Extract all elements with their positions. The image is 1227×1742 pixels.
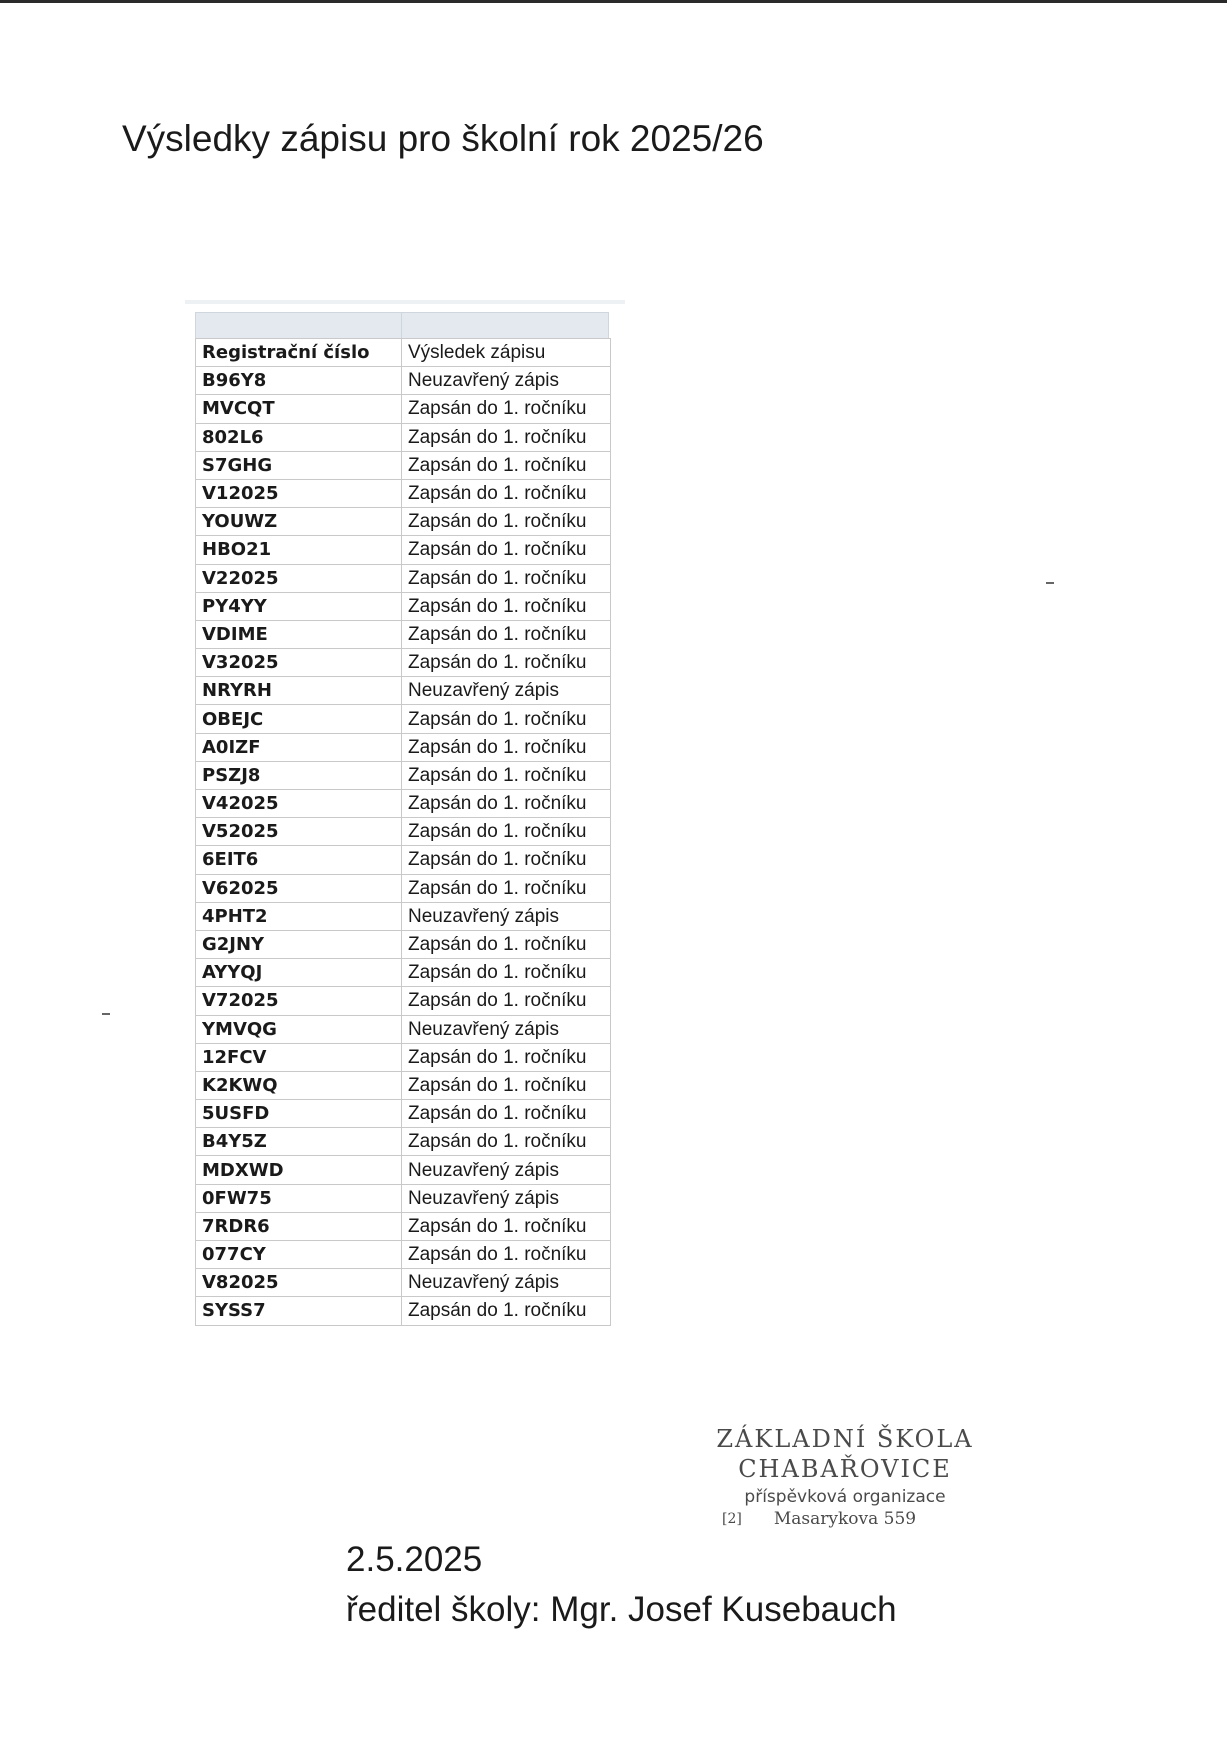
result-cell: Zapsán do 1. ročníku bbox=[402, 479, 611, 507]
result-cell: Zapsán do 1. ročníku bbox=[402, 592, 611, 620]
table-row bbox=[196, 508, 611, 536]
table-top-shade bbox=[185, 300, 625, 304]
registration-number-cell: VDIME bbox=[196, 620, 402, 648]
table-row bbox=[196, 902, 611, 930]
result-cell: Zapsán do 1. ročníku bbox=[402, 649, 611, 677]
table-row bbox=[196, 790, 611, 818]
director-signature-line: ředitel školy: Mgr. Josef Kusebauch bbox=[346, 1590, 897, 1629]
stamp-address-line bbox=[700, 1509, 990, 1529]
registration-number-cell: YOUWZ bbox=[196, 508, 402, 536]
result-cell: Zapsán do 1. ročníku bbox=[402, 620, 611, 648]
result-cell: Zapsán do 1. ročníku bbox=[402, 1212, 611, 1240]
table-row bbox=[196, 1212, 611, 1240]
column-header-registration: Registrační číslo bbox=[196, 339, 402, 367]
result-cell: Zapsán do 1. ročníku bbox=[402, 705, 611, 733]
registration-number-cell: B96Y8 bbox=[196, 367, 402, 395]
result-cell: Neuzavřený zápis bbox=[402, 1156, 611, 1184]
table-row bbox=[196, 761, 611, 789]
registration-number-cell: V22025 bbox=[196, 564, 402, 592]
results-table-container bbox=[195, 312, 609, 1326]
registration-number-cell: 6EIT6 bbox=[196, 846, 402, 874]
table-row bbox=[196, 1241, 611, 1269]
result-cell: Zapsán do 1. ročníku bbox=[402, 818, 611, 846]
table-row bbox=[196, 677, 611, 705]
table-row bbox=[196, 1156, 611, 1184]
table-row bbox=[196, 423, 611, 451]
result-cell: Neuzavřený zápis bbox=[402, 677, 611, 705]
table-row bbox=[196, 620, 611, 648]
scan-speck bbox=[1046, 582, 1054, 584]
table-row bbox=[196, 930, 611, 958]
registration-number-cell: 077CY bbox=[196, 1241, 402, 1269]
registration-number-cell: NRYRH bbox=[196, 677, 402, 705]
result-cell: Zapsán do 1. ročníku bbox=[402, 508, 611, 536]
registration-number-cell: V42025 bbox=[196, 790, 402, 818]
result-cell: Zapsán do 1. ročníku bbox=[402, 451, 611, 479]
registration-number-cell: 4PHT2 bbox=[196, 902, 402, 930]
table-row bbox=[196, 451, 611, 479]
table-row bbox=[196, 705, 611, 733]
table-body bbox=[196, 367, 611, 1325]
table-header-row bbox=[196, 339, 611, 367]
result-cell: Zapsán do 1. ročníku bbox=[402, 564, 611, 592]
result-cell: Zapsán do 1. ročníku bbox=[402, 846, 611, 874]
result-cell: Zapsán do 1. ročníku bbox=[402, 987, 611, 1015]
table-row bbox=[196, 846, 611, 874]
table-row bbox=[196, 959, 611, 987]
registration-number-cell: A0IZF bbox=[196, 733, 402, 761]
scan-speck bbox=[102, 1013, 110, 1015]
stamp-organization-type: příspěvková organizace bbox=[744, 1487, 946, 1507]
stamp-address: Masarykova 559 bbox=[773, 1509, 917, 1529]
registration-number-cell: V72025 bbox=[196, 987, 402, 1015]
result-cell: Zapsán do 1. ročníku bbox=[402, 761, 611, 789]
registration-number-cell: YMVQG bbox=[196, 1015, 402, 1043]
result-cell: Zapsán do 1. ročníku bbox=[402, 423, 611, 451]
registration-number-cell: HBO21 bbox=[196, 536, 402, 564]
registration-number-cell: 5USFD bbox=[196, 1100, 402, 1128]
result-cell: Zapsán do 1. ročníku bbox=[402, 395, 611, 423]
registration-number-cell: G2JNY bbox=[196, 930, 402, 958]
result-cell: Zapsán do 1. ročníku bbox=[402, 1297, 611, 1325]
registration-number-cell: S7GHG bbox=[196, 451, 402, 479]
table-row bbox=[196, 395, 611, 423]
table-row bbox=[196, 874, 611, 902]
result-cell: Neuzavřený zápis bbox=[402, 1015, 611, 1043]
registration-number-cell: 802L6 bbox=[196, 423, 402, 451]
table-row bbox=[196, 818, 611, 846]
stamp-number: [2] bbox=[722, 1511, 742, 1527]
table-row bbox=[196, 987, 611, 1015]
registration-number-cell: 7RDR6 bbox=[196, 1212, 402, 1240]
result-cell: Neuzavřený zápis bbox=[402, 902, 611, 930]
table-row bbox=[196, 1297, 611, 1325]
result-cell: Zapsán do 1. ročníku bbox=[402, 874, 611, 902]
table-row bbox=[196, 367, 611, 395]
column-header-result: Výsledek zápisu bbox=[402, 339, 611, 367]
table-row bbox=[196, 1184, 611, 1212]
table-row bbox=[196, 1043, 611, 1071]
registration-number-cell: 0FW75 bbox=[196, 1184, 402, 1212]
stamp-school-name: ZÁKLADNÍ ŠKOLA bbox=[716, 1425, 974, 1453]
registration-number-cell: K2KWQ bbox=[196, 1071, 402, 1099]
registration-number-cell: V52025 bbox=[196, 818, 402, 846]
document-date: 2.5.2025 bbox=[346, 1540, 483, 1579]
result-cell: Zapsán do 1. ročníku bbox=[402, 536, 611, 564]
stamp-town: CHABAŘOVICE bbox=[738, 1455, 952, 1483]
registration-number-cell: V32025 bbox=[196, 649, 402, 677]
table-row bbox=[196, 1269, 611, 1297]
table-row bbox=[196, 1071, 611, 1099]
registration-number-cell: 12FCV bbox=[196, 1043, 402, 1071]
result-cell: Neuzavřený zápis bbox=[402, 1269, 611, 1297]
table-row bbox=[196, 479, 611, 507]
registration-number-cell: MVCQT bbox=[196, 395, 402, 423]
registration-number-cell: OBEJC bbox=[196, 705, 402, 733]
table-row bbox=[196, 1100, 611, 1128]
registration-number-cell: V12025 bbox=[196, 479, 402, 507]
registration-number-cell: PY4YY bbox=[196, 592, 402, 620]
results-table bbox=[195, 338, 611, 1326]
registration-number-cell: MDXWD bbox=[196, 1156, 402, 1184]
result-cell: Zapsán do 1. ročníku bbox=[402, 1071, 611, 1099]
registration-number-cell: SYSS7 bbox=[196, 1297, 402, 1325]
table-header-strip bbox=[195, 312, 609, 338]
result-cell: Neuzavřený zápis bbox=[402, 367, 611, 395]
table-row bbox=[196, 536, 611, 564]
table-row bbox=[196, 733, 611, 761]
table-row bbox=[196, 592, 611, 620]
registration-number-cell: V82025 bbox=[196, 1269, 402, 1297]
registration-number-cell: B4Y5Z bbox=[196, 1128, 402, 1156]
table-row bbox=[196, 1015, 611, 1043]
page-title: Výsledky zápisu pro školní rok 2025/26 bbox=[122, 118, 764, 159]
result-cell: Zapsán do 1. ročníku bbox=[402, 1241, 611, 1269]
table-row bbox=[196, 564, 611, 592]
registration-number-cell: AYYQJ bbox=[196, 959, 402, 987]
result-cell: Zapsán do 1. ročníku bbox=[402, 733, 611, 761]
table-row bbox=[196, 1128, 611, 1156]
result-cell: Neuzavřený zápis bbox=[402, 1184, 611, 1212]
table-row bbox=[196, 649, 611, 677]
result-cell: Zapsán do 1. ročníku bbox=[402, 930, 611, 958]
registration-number-cell: PSZJ8 bbox=[196, 761, 402, 789]
result-cell: Zapsán do 1. ročníku bbox=[402, 1043, 611, 1071]
scan-edge bbox=[0, 0, 1227, 3]
registration-number-cell: V62025 bbox=[196, 874, 402, 902]
result-cell: Zapsán do 1. ročníku bbox=[402, 790, 611, 818]
result-cell: Zapsán do 1. ročníku bbox=[402, 959, 611, 987]
result-cell: Zapsán do 1. ročníku bbox=[402, 1100, 611, 1128]
school-stamp bbox=[700, 1425, 990, 1529]
result-cell: Zapsán do 1. ročníku bbox=[402, 1128, 611, 1156]
